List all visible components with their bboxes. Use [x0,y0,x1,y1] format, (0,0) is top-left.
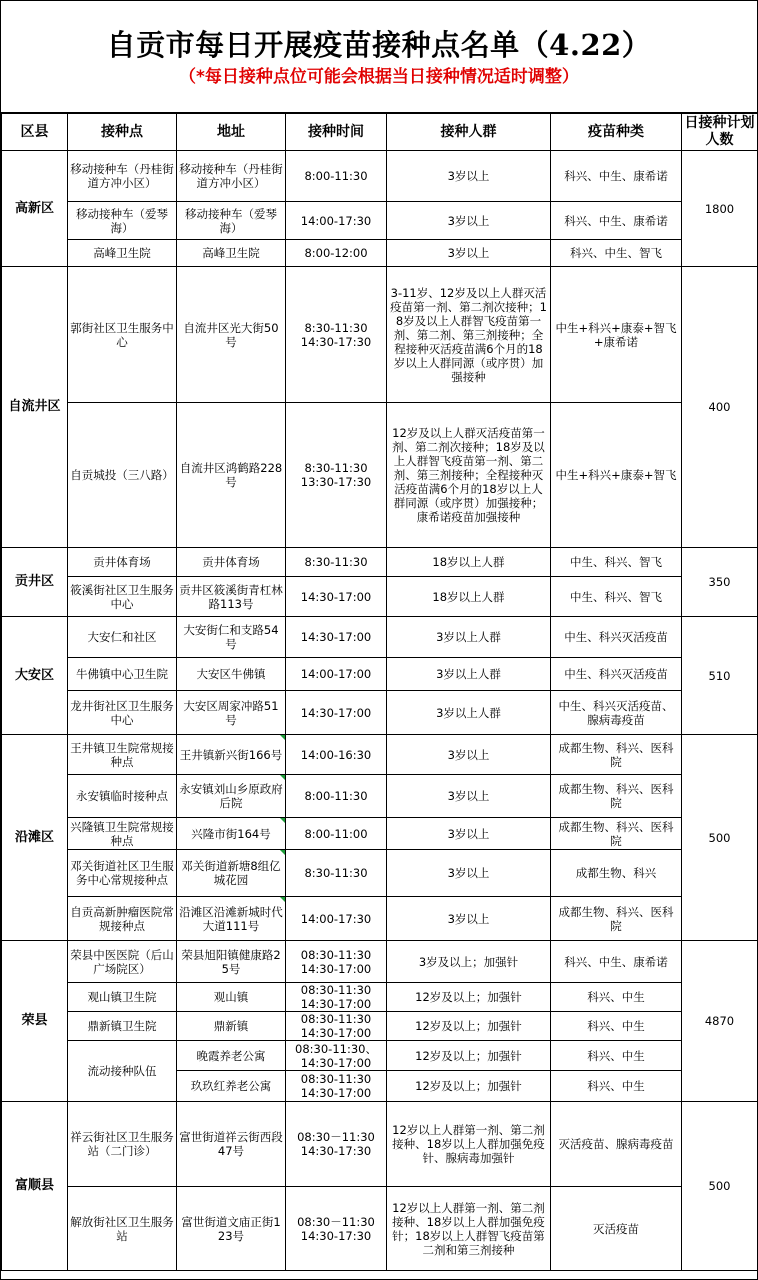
people-cell: 12岁及以上；加强针 [387,1041,551,1071]
district-cell: 荣县 [2,941,68,1102]
site-cell: 邓关街道社区卫生服务中心常规接种点 [68,850,177,897]
table-row [2,548,758,577]
column-header-time: 接种时间 [286,114,387,151]
address-cell: 玖玖红养老公寓 [177,1071,286,1102]
vaccine-cell: 科兴、中生 [551,1041,682,1071]
people-cell: 3岁以上人群 [387,658,551,691]
address-cell: 永安镇刘山乡原政府后院 [177,775,286,818]
time-cell: 14:00-17:30 [286,897,387,941]
district-cell: 贡井区 [2,548,68,617]
vaccine-cell: 成都生物、科兴、医科院 [551,775,682,818]
district-cell: 沿滩区 [2,735,68,941]
table-row [2,202,758,240]
time-cell: 08:30-11:30 14:30-17:00 [286,983,387,1012]
vaccine-cell: 科兴、中生 [551,1012,682,1041]
address-cell: 荣县旭阳镇健康路25号 [177,941,286,983]
table-row [2,818,758,850]
people-cell: 3岁以上 [387,240,551,267]
people-cell: 3-11岁、12岁及以上人群灭活疫苗第一剂、第二剂次接种；18岁及以上人群智飞疫苗第一剂、第二剂、第三剂接种；全程接种灭活疫苗满6个月的18岁以上人群同源（或序贯）加强接种 [387,267,551,403]
site-cell: 自贡城投（三八路） [68,403,177,548]
time-cell: 08:30－11:30 14:30-17:30 [286,1187,387,1271]
address-cell: 大安区牛佛镇 [177,658,286,691]
page-title: 自贡市每日开展疫苗接种点名单（4.22） [106,28,652,62]
address-cell: 高峰卫生院 [177,240,286,267]
vaccine-cell: 科兴、中生 [551,983,682,1012]
site-cell: 流动接种队伍 [68,1041,177,1102]
table-header-row [2,114,758,151]
site-cell: 鼎新镇卫生院 [68,1012,177,1041]
table-row [2,1102,758,1187]
table-row [2,897,758,941]
address-cell: 移动接种车（爱琴海） [177,202,286,240]
table-row [2,941,758,983]
time-cell: 8:30-11:30 14:30-17:30 [286,267,387,403]
address-cell: 贡井区筱溪街青杠林路113号 [177,577,286,617]
column-header-address: 地址 [177,114,286,151]
vaccine-cell: 中生、科兴、智飞 [551,577,682,617]
time-cell: 14:30-17:00 [286,577,387,617]
site-cell: 龙井街社区卫生服务中心 [68,691,177,735]
address-cell: 观山镇 [177,983,286,1012]
people-cell: 3岁及以上；加强针 [387,941,551,983]
address-cell: 沿滩区沿滩新城时代大道111号 [177,897,286,941]
time-cell: 8:30-11:30 [286,548,387,577]
table-row [2,267,758,403]
table-row [2,775,758,818]
column-header-site: 接种点 [68,114,177,151]
plan-cell: 4870 [682,941,758,1102]
table-row [2,850,758,897]
district-cell: 富顺县 [2,1102,68,1271]
vaccine-cell: 灭活疫苗、腺病毒疫苗 [551,1102,682,1187]
table-row [2,735,758,775]
time-cell: 08:30-11:30、 14:30-17:00 [286,1041,387,1071]
site-cell: 郭街社区卫生服务中心 [68,267,177,403]
time-cell: 14:00-17:00 [286,658,387,691]
table-row [2,240,758,267]
time-cell: 8:00-11:00 [286,818,387,850]
address-cell: 兴隆市街164号 [177,818,286,850]
people-cell: 12岁及以上人群灭活疫苗第一剂、第二剂次接种；18岁及以上人群智飞疫苗第一剂、第二剂、第三剂接种；全程接种灭活疫苗满6个月的18岁以上人群同源（或序贯）加强接种；康希诺疫苗加强接种 [387,403,551,548]
site-cell: 牛佛镇中心卫生院 [68,658,177,691]
table-row [2,151,758,202]
address-cell: 富世街道文庙正街123号 [177,1187,286,1271]
table-row [2,1041,758,1071]
address-cell: 王井镇新兴街166号 [177,735,286,775]
vaccine-cell: 中生、科兴灭活疫苗、腺病毒疫苗 [551,691,682,735]
site-cell: 永安镇临时接种点 [68,775,177,818]
table-row [2,983,758,1012]
people-cell: 18岁以上人群 [387,548,551,577]
vaccine-cell: 中生、科兴灭活疫苗 [551,617,682,658]
time-cell: 8:00-12:00 [286,240,387,267]
site-cell: 移动接种车（丹桂街道方冲小区） [68,151,177,202]
address-cell: 大安街仁和支路54号 [177,617,286,658]
address-cell: 邓关街道新塘8组亿城花园 [177,850,286,897]
time-cell: 8:00-11:30 [286,151,387,202]
people-cell: 3岁以上 [387,850,551,897]
site-cell: 高峰卫生院 [68,240,177,267]
site-cell: 兴隆镇卫生院常规接种点 [68,818,177,850]
people-cell: 3岁以上人群 [387,691,551,735]
people-cell: 12岁以上人群第一剂、第二剂接种、18岁以上人群加强免疫针；18岁以上人群智飞疫苗第二剂和第三剂接种 [387,1187,551,1271]
people-cell: 3岁以上 [387,818,551,850]
address-cell: 自流井区光大街50号 [177,267,286,403]
vaccine-cell: 科兴、中生、康希诺 [551,941,682,983]
address-cell: 自流井区鸿鹤路228号 [177,403,286,548]
table-row [2,658,758,691]
column-header-vaccine: 疫苗种类 [551,114,682,151]
site-cell: 观山镇卫生院 [68,983,177,1012]
vaccine-cell: 科兴、中生、智飞 [551,240,682,267]
plan-cell: 510 [682,617,758,735]
site-cell: 筱溪街社区卫生服务中心 [68,577,177,617]
table-row [2,691,758,735]
notice-subtitle: （*每日接种点位可能会根据当日接种情况适时调整） [179,67,579,87]
district-cell: 大安区 [2,617,68,735]
vaccine-cell: 成都生物、科兴、医科院 [551,735,682,775]
time-cell: 8:30-11:30 13:30-17:30 [286,403,387,548]
address-cell: 晚霞养老公寓 [177,1041,286,1071]
site-cell: 荣县中医医院（后山广场院区） [68,941,177,983]
table-row [2,577,758,617]
table-row [2,1187,758,1271]
people-cell: 18岁以上人群 [387,577,551,617]
district-cell: 高新区 [2,151,68,267]
vaccination-sites-table [1,113,758,1271]
site-cell: 大安仁和社区 [68,617,177,658]
time-cell: 14:30-17:00 [286,691,387,735]
address-cell: 大安区周家冲路51号 [177,691,286,735]
address-cell: 富世街道祥云街西段47号 [177,1102,286,1187]
vaccine-cell: 科兴、中生 [551,1071,682,1102]
vaccine-cell: 灭活疫苗 [551,1187,682,1271]
plan-cell: 500 [682,735,758,941]
people-cell: 3岁以上人群 [387,617,551,658]
vaccine-cell: 中生、科兴灭活疫苗 [551,658,682,691]
site-cell: 贡井体育场 [68,548,177,577]
address-cell: 贡井体育场 [177,548,286,577]
people-cell: 3岁以上 [387,202,551,240]
table-row [2,403,758,548]
header [1,1,757,113]
time-cell: 08:30-11:30 14:30-17:00 [286,1071,387,1102]
plan-cell: 400 [682,267,758,548]
time-cell: 14:00-16:30 [286,735,387,775]
vaccine-cell: 成都生物、科兴、医科院 [551,818,682,850]
site-cell: 王井镇卫生院常规接种点 [68,735,177,775]
vaccine-cell: 科兴、中生、康希诺 [551,202,682,240]
people-cell: 12岁及以上；加强针 [387,1071,551,1102]
people-cell: 3岁以上 [387,151,551,202]
site-cell: 祥云街社区卫生服务站（二门诊） [68,1102,177,1187]
people-cell: 12岁以上人群第一剂、第二剂接种、18岁以上人群加强免疫针、腺病毒加强针 [387,1102,551,1187]
vaccine-cell: 中生、科兴、智飞 [551,548,682,577]
table-row [2,617,758,658]
people-cell: 3岁以上 [387,735,551,775]
vaccine-cell: 成都生物、科兴、医科院 [551,897,682,941]
time-cell: 8:00-11:30 [286,775,387,818]
column-header-people: 接种人群 [387,114,551,151]
people-cell: 3岁以上 [387,775,551,818]
district-cell: 自流井区 [2,267,68,548]
time-cell: 08:30-11:30 14:30-17:00 [286,1012,387,1041]
vaccine-cell: 中生+科兴+康泰+智飞+康希诺 [551,267,682,403]
address-cell: 鼎新镇 [177,1012,286,1041]
time-cell: 8:30-11:30 [286,850,387,897]
site-cell: 解放街社区卫生服务站 [68,1187,177,1271]
plan-cell: 1800 [682,151,758,267]
people-cell: 12岁及以上；加强针 [387,983,551,1012]
vaccine-cell: 中生+科兴+康泰+智飞 [551,403,682,548]
time-cell: 14:00-17:30 [286,202,387,240]
time-cell: 08:30－11:30 14:30-17:30 [286,1102,387,1187]
time-cell: 08:30-11:30 14:30-17:00 [286,941,387,983]
vaccine-cell: 科兴、中生、康希诺 [551,151,682,202]
plan-cell: 350 [682,548,758,617]
people-cell: 12岁及以上；加强针 [387,1012,551,1041]
column-header-district: 区县 [2,114,68,151]
plan-cell: 500 [682,1102,758,1271]
time-cell: 14:30-17:00 [286,617,387,658]
table-row [2,1012,758,1041]
site-cell: 自贡高新肿瘤医院常规接种点 [68,897,177,941]
column-header-plan: 日接种计划人数 [682,114,758,151]
vaccine-cell: 成都生物、科兴 [551,850,682,897]
site-cell: 移动接种车（爱琴海） [68,202,177,240]
address-cell: 移动接种车（丹桂街道方冲小区） [177,151,286,202]
people-cell: 3岁以上 [387,897,551,941]
